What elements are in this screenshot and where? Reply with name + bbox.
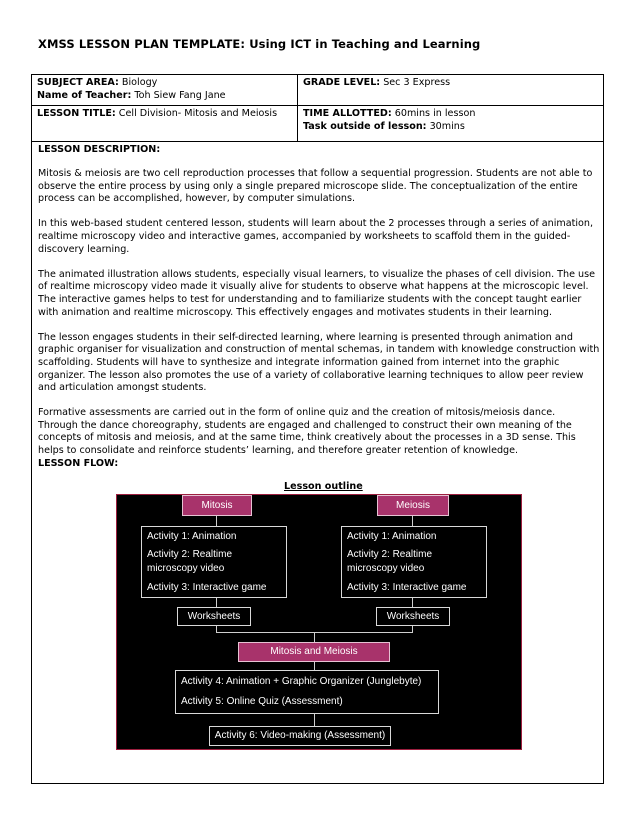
lesson-outline-diagram [116,494,522,750]
connector [412,516,413,526]
teacher-value: Toh Siew Fang Jane [131,90,226,101]
connector [412,597,413,607]
grade-level [303,76,450,89]
connector [216,597,217,607]
mitosis-activities-box [141,526,287,598]
description-paragraph: The lesson engages students in their self-directed learning, where learning is presented through animation and graphic organiser for visualization and construction of mental schemas, in tandem with knowledge construction with scaffolding. Students will have to synthesize and integrate information gained from internet into the graphic organizer. The lesson also promotes the use of a variety of collaborative learning techniques to allow peer review and articulation amongst students. [38,331,600,394]
column-divider [297,74,298,141]
activity-item: microscopy video [347,563,425,574]
row-divider [31,105,604,106]
worksheets-box-right: Worksheets [376,607,450,626]
activity-item: Activity 1: Animation [347,531,437,542]
lesson-title-value: Cell Division- Mitosis and Meiosis [115,108,278,119]
mitosis-box: Mitosis [182,495,252,516]
description-body [38,168,602,470]
activity-6-box: Activity 6: Video-making (Assessment) [209,726,391,746]
mitosis-and-meiosis-box: Mitosis and Meiosis [238,642,390,662]
lesson-title [37,107,277,120]
task-outside [303,120,465,133]
description-paragraph: Formative assessments are carried out in the form of online quiz and the creation of mitosis/meiosis dance. Through the dance choreography, students are engaged and challenged to construct their own meaning of the concepts of mitosis and meiosis, and at the same time, think creatively about the processes in a 3D sense. This helps to consolidate and reinforce students’ learning, and therefore greater retention of knowledge. [38,407,576,457]
activity-item: Activity 1: Animation [147,531,237,542]
page-title: XMSS LESSON PLAN TEMPLATE: Using ICT in Teaching and Learning [38,37,481,51]
meiosis-activities-box [341,526,487,598]
description-paragraph: Mitosis & meiosis are two cell reproduction processes that follow a sequential progression. Students are not able to observe the entire process by using only a single prepared microscope slide. The conceptualization of the entire process can be accomplished, however, by computer simulations. [38,168,593,205]
worksheets-box-left: Worksheets [177,607,251,626]
outside-value: 30mins [426,121,465,132]
subject-value: Biology [118,77,158,88]
connector [314,632,315,642]
description-heading: LESSON DESCRIPTION: [38,144,161,155]
teacher-label: Name of Teacher: [37,90,132,101]
teacher-name [37,89,226,102]
description-paragraph: In this web-based student centered lesson, students will learn about the 2 processes through a series of animation, realtime microscopy video and interactive games, accompanied by worksheets to scaffold them in the guided-discovery learning. [38,218,594,255]
activity-item: microscopy video [147,563,225,574]
outside-label: Task outside of lesson: [303,121,427,132]
connector [314,713,315,726]
description-paragraph: The animated illustration allows students, especially visual learners, to visualize the phases of cell division. The use of realtime microscopy video made it visually alive for students to observe what happens at the microscopic level. The interactive games helps to test for understanding and to familiarize students with the concept taught earlier with animation and realtime microscopy. This effectively engages and motivates students in their learning. [38,268,596,318]
activity-item: Activity 5: Online Quiz (Assessment) [181,696,343,707]
lesson-title-label: LESSON TITLE: [37,108,116,119]
time-label: TIME ALLOTTED: [303,108,392,119]
time-value: 60mins in lesson [391,108,476,119]
lesson-flow-heading: LESSON FLOW: [38,458,119,469]
outline-title: Lesson outline [284,481,363,492]
connector [216,516,217,526]
connector [314,661,315,670]
combined-activities-box [175,670,439,714]
meiosis-box: Meiosis [377,495,449,516]
subject-label: SUBJECT AREA: [37,77,119,88]
activity-item: Activity 4: Animation + Graphic Organizer (Junglebyte) [181,676,422,687]
activity-item: Activity 3: Interactive game [147,582,267,593]
subject-area [37,76,157,89]
activity-item: Activity 2: Realtime [147,549,233,560]
row-divider [31,141,604,142]
grade-value: Sec 3 Express [380,77,451,88]
time-allotted [303,107,475,120]
activity-item: Activity 2: Realtime [347,549,433,560]
activity-item: Activity 3: Interactive game [347,582,467,593]
grade-label: GRADE LEVEL: [303,77,381,88]
